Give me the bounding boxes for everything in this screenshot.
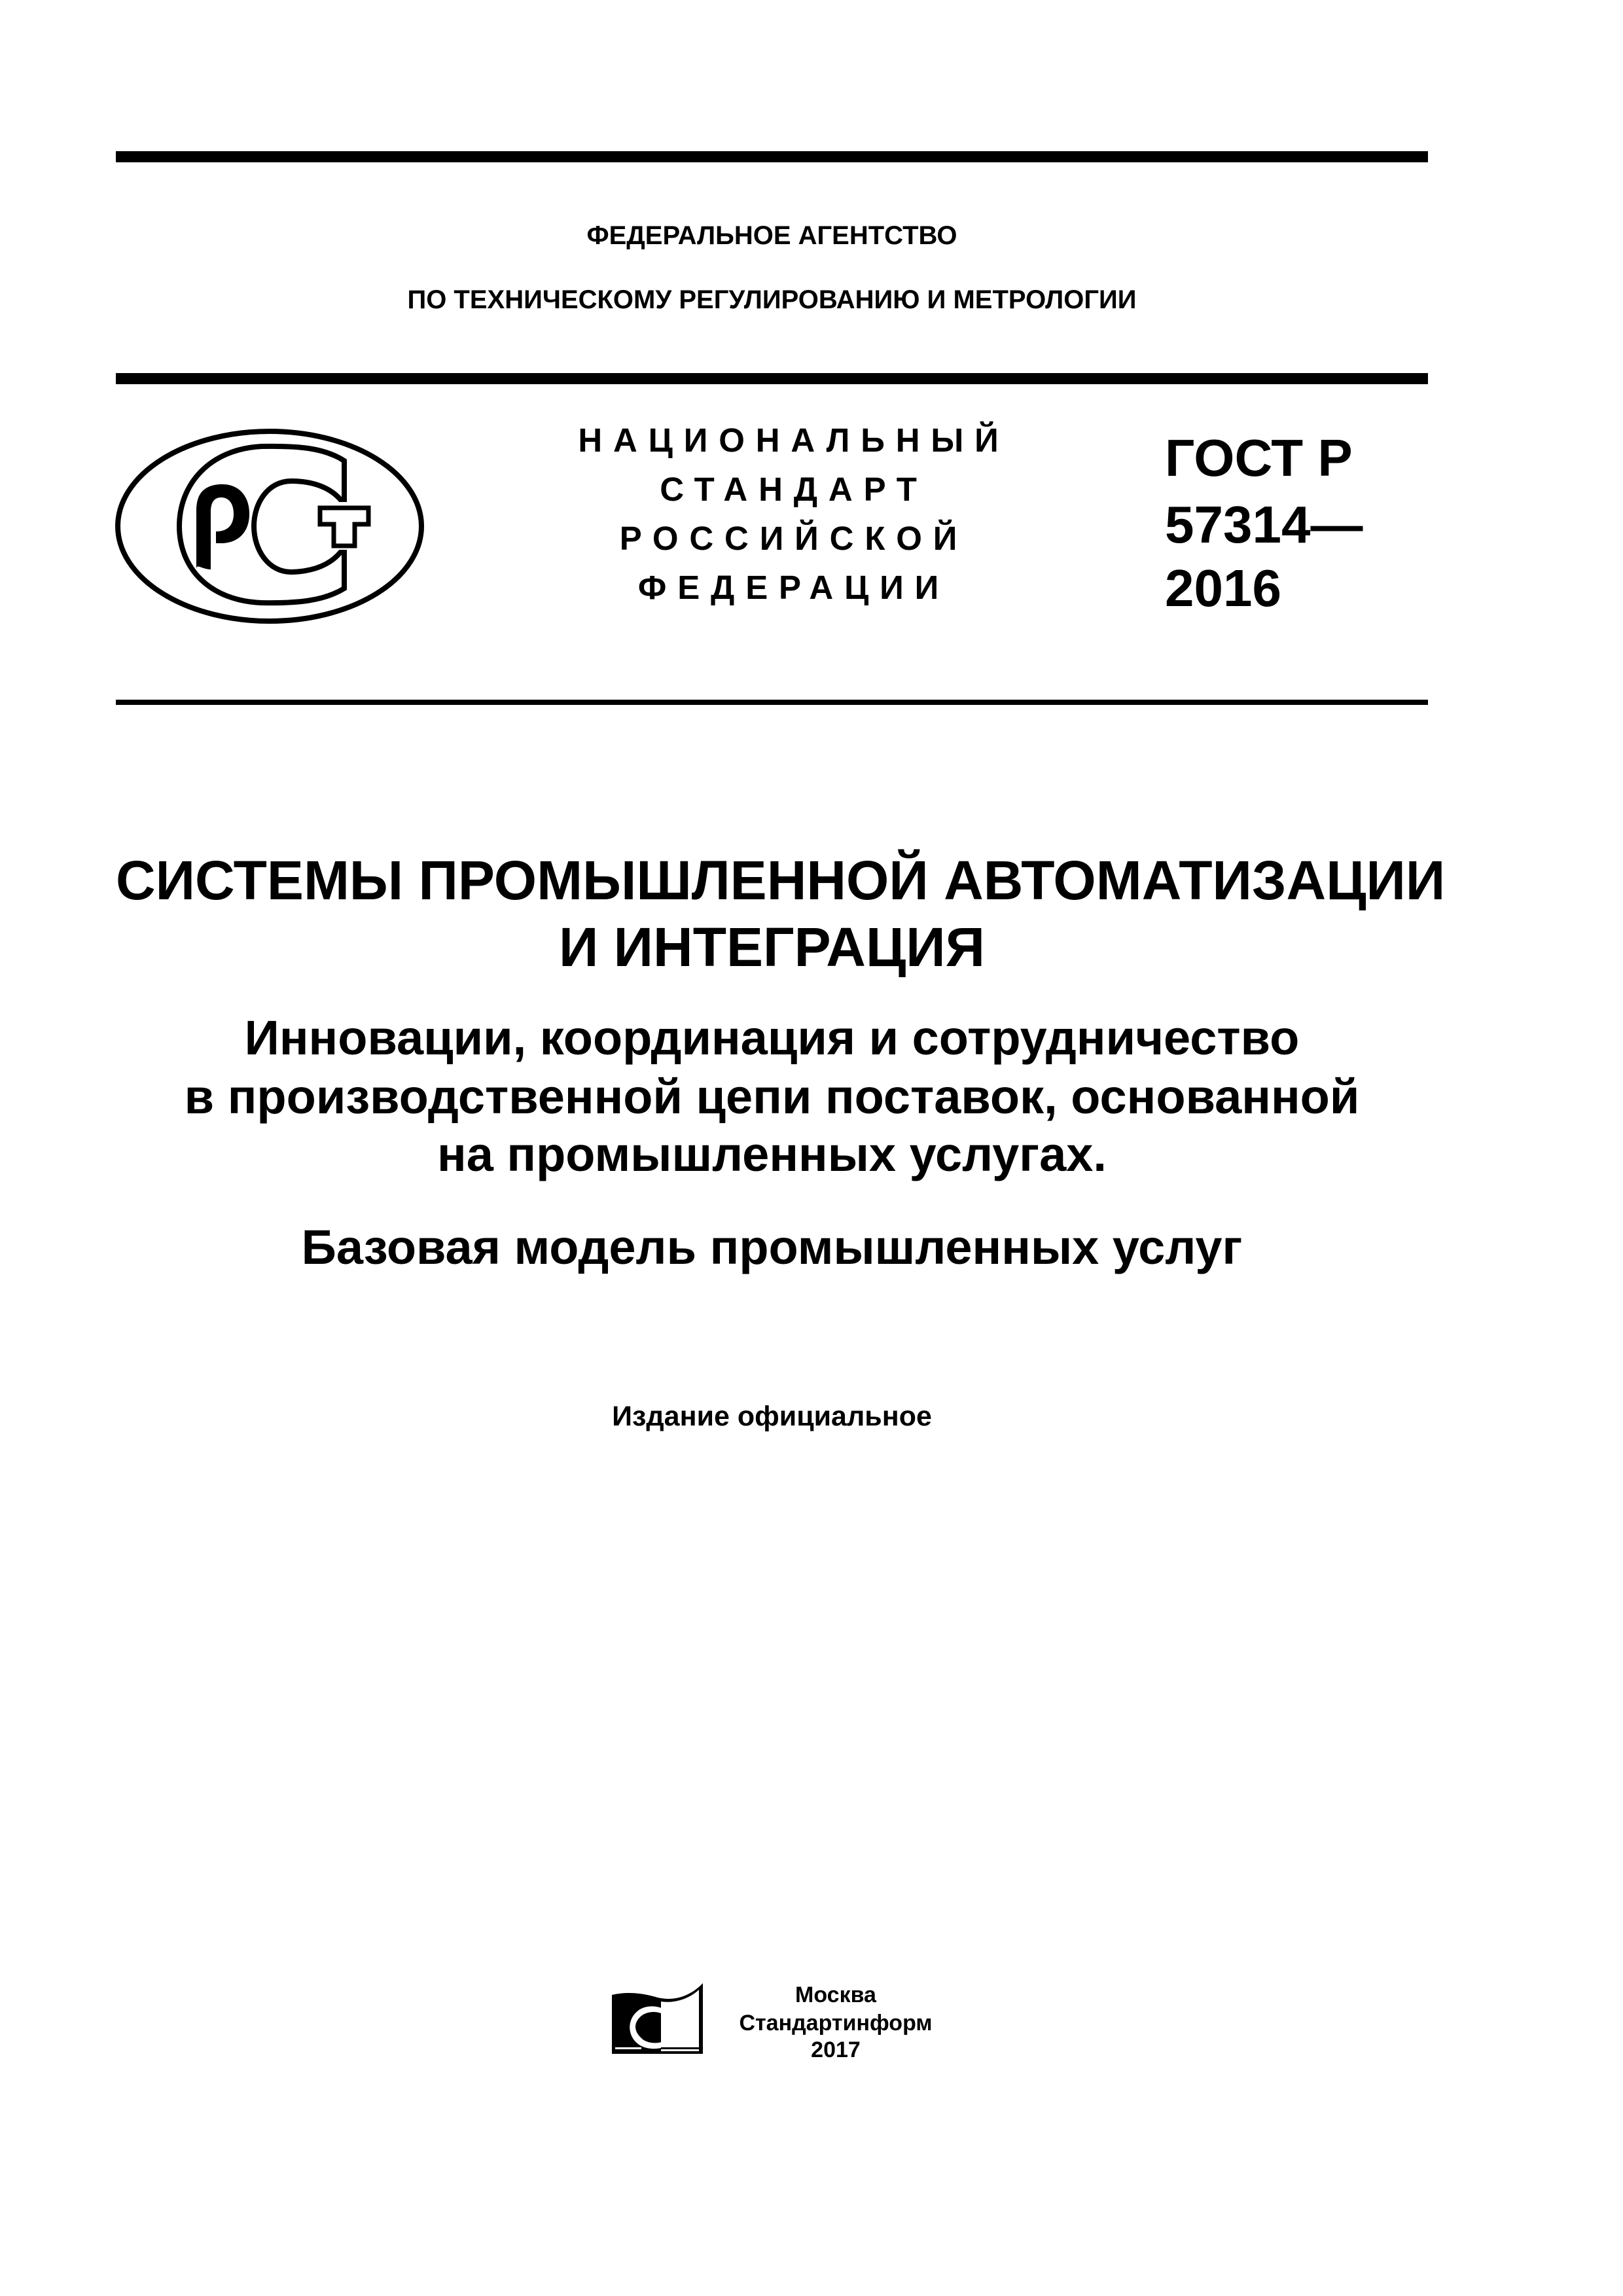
national-standard-line-2: СТАНДАРТ bbox=[660, 471, 928, 508]
standard-designation-line-1: ГОСТ Р bbox=[1165, 429, 1353, 487]
edition-label: Издание официальное bbox=[612, 1401, 932, 1432]
standard-designation-line-2: 57314— bbox=[1165, 495, 1363, 554]
top-rule bbox=[116, 151, 1428, 162]
national-standard-line-3: РОССИЙСКОЙ bbox=[619, 520, 969, 557]
subtitle-line-1: Инновации, координация и сотрудничество bbox=[244, 1011, 1300, 1065]
publisher-city: Москва bbox=[795, 1982, 876, 2007]
publisher-name: Стандартинформ bbox=[739, 2011, 933, 2036]
agency-line-1: ФЕДЕРАЛЬНОЕ АГЕНТСТВО bbox=[586, 221, 957, 250]
block-rule bbox=[116, 700, 1428, 705]
publisher-year: 2017 bbox=[811, 2037, 861, 2062]
standard-designation-line-3: 2016 bbox=[1165, 559, 1281, 617]
national-standard-line-1: НАЦИОНАЛЬНЫЙ bbox=[578, 422, 1010, 459]
main-title-line-2: И ИНТЕГРАЦИЯ bbox=[558, 916, 986, 978]
rst-gost-logo-icon bbox=[111, 425, 432, 628]
standartinform-logo-icon bbox=[609, 1980, 707, 2060]
header-rule bbox=[116, 373, 1428, 384]
main-title-line-1: СИСТЕМЫ ПРОМЫШЛЕННОЙ АВТОМАТИЗАЦИИ bbox=[116, 850, 1446, 911]
national-standard-line-4: ФЕДЕРАЦИИ bbox=[637, 569, 950, 606]
agency-line-2: ПО ТЕХНИЧЕСКОМУ РЕГУЛИРОВАНИЮ И МЕТРОЛОГИИ bbox=[407, 285, 1137, 314]
part-title: Базовая модель промышленных услуг bbox=[301, 1220, 1243, 1274]
subtitle-line-2: в производственной цепи поставок, основанной bbox=[184, 1069, 1360, 1124]
subtitle-line-3: на промышленных услугах. bbox=[437, 1127, 1107, 1181]
